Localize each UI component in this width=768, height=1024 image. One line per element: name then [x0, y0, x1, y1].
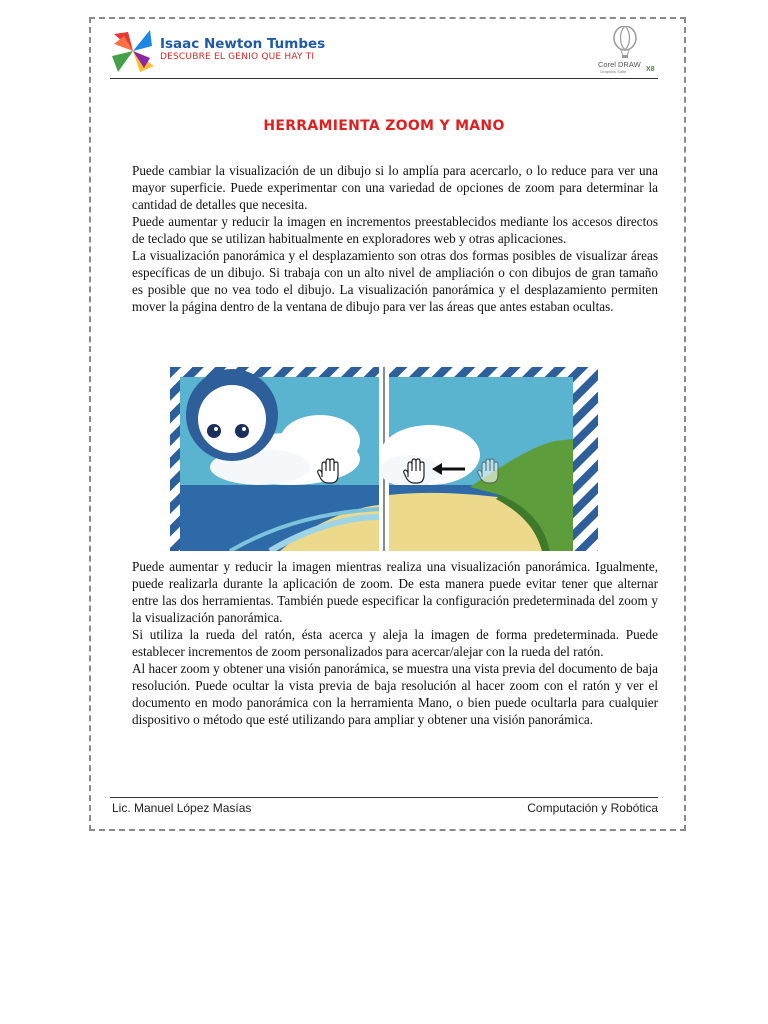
paragraph: Puede aumentar y reducir la imagen mientras realiza una visualización panorámica. Igualmente, puede realizarla durante la aplicación de zoom. De esta manera puede evitar tener que alternar entre las dos herramientas. También puede especificar la configuración predeterminada del zoom y la visualización panorámica. — [132, 559, 658, 625]
paragraph: Al hacer zoom y obtener una visión panorámica, se muestra una vista previa del documento de baja resolución. Puede ocultar la vista previa de baja resolución al hacer zoom con el ratón y ver el documento en modo panorámica con la herramienta Mano, o bien puede ocultarla para cualquier dispositivo o método que esté utilizando para ampliar y obtener una visión panorámica. — [132, 661, 658, 727]
body-section — [132, 558, 658, 728]
page-title: HERRAMIENTA ZOOM Y MANO — [263, 118, 505, 134]
brand-slogan: DESCUBRE EL GENIO QUE HAY TI — [160, 52, 315, 62]
corel-version: X8 — [646, 66, 655, 73]
paragraph: Puede aumentar y reducir la imagen en incrementos preestablecidos mediante los accesos directos de teclado que se utilizan habitualmente en exploradores web y otras aplicaciones. — [132, 214, 658, 246]
corel-suite: Graphics Suite — [600, 69, 627, 74]
coreldraw-logo — [598, 26, 658, 76]
zoom-pan-illustration — [170, 367, 598, 551]
footer-divider — [110, 797, 658, 798]
corel-name: Corel DRAW — [598, 60, 641, 69]
paragraph: La visualización panorámica y el desplazamiento son otras dos formas posibles de visualizar áreas específicas de un dibujo. Si trabaja con un alto nivel de ampliación o con dibujos de gran tamaño es posible que no vea todo el dibujo. La visualización panorámica y el desplazamiento permiten mover la página dentro de la ventana de dibujo para ver las áreas que antes estaban ocultas. — [132, 248, 658, 314]
footer-course: Computación y Robótica — [527, 801, 658, 815]
paragraph: Puede cambiar la visualización de un dibujo si lo amplía para acercarlo, o lo reduce para ver una mayor superficie. Puede experimentar con una variedad de opciones de zoom para determinar la cantidad de detalles que necesita. — [132, 163, 658, 212]
footer-author: Lic. Manuel López Masías — [112, 801, 252, 815]
page-header — [110, 26, 658, 79]
brand-name: Isaac Newton Tumbes — [160, 36, 326, 52]
paragraph: Si utiliza la rueda del ratón, ésta acerca y aleja la imagen de forma predeterminada. Puede establecer incrementos de zoom personalizados para acercar/alejar con la rueda del ratón. — [132, 627, 658, 659]
pinwheel-logo-icon — [110, 28, 156, 74]
balloon-icon — [612, 26, 638, 58]
intro-section — [132, 162, 658, 315]
left-panel — [180, 369, 379, 551]
